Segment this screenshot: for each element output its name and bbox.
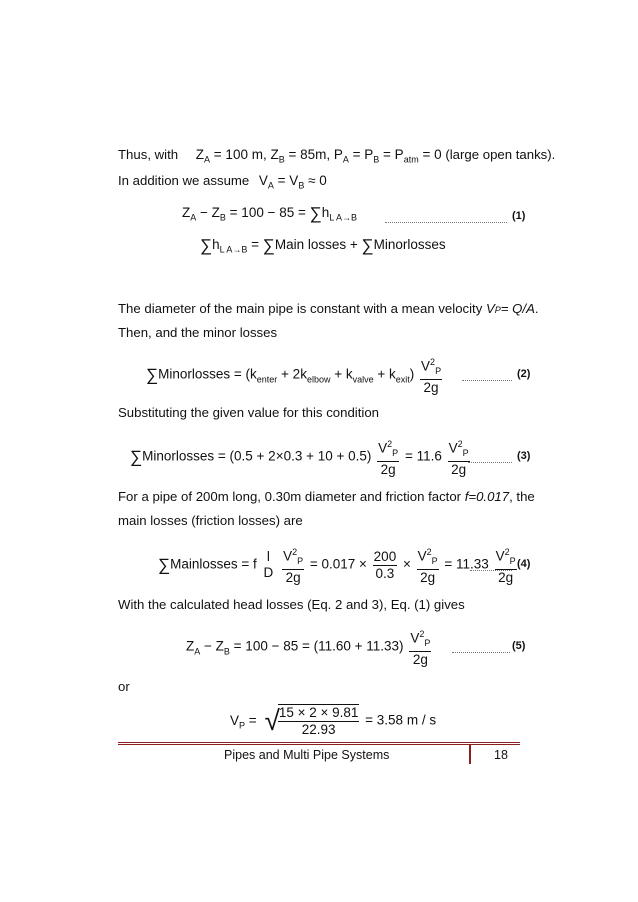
equation-4-label: (4) (517, 558, 531, 570)
equation-5-label: (5) (512, 640, 526, 652)
para-thus (118, 146, 555, 169)
para-main-losses: main losses (friction losses) are (118, 513, 303, 528)
vp-result: = 3.58 m / s (365, 712, 437, 728)
equation-4: ∑Mainlosses = f l D $\frac{V^2_P}{2g}$ = 0.017 × $\frac{200}{0.3}$ × $\frac{V^2_P}{2g}$ = 11.33 $\frac{V^2_P}{2g}$ (158, 544, 519, 586)
footer-title: Pipes and Multi Pipe Systems (224, 748, 390, 762)
thus-tail: (large open tanks). (445, 147, 556, 162)
para-or: or (118, 679, 130, 694)
para-pipe: For a pipe of 200m long, 0.30m diameter and friction factor f=0.017, the (118, 489, 535, 504)
footer-separator (469, 744, 471, 764)
vp-lhs: $V_P$ = (230, 712, 257, 731)
para-assume (118, 172, 327, 195)
equation-2-label: (2) (517, 368, 531, 380)
footer-rule (118, 742, 520, 745)
equation-3: ∑Minorlosses = (0.5 + 2×0.3 + 10 + 0.5) $\frac{V^2_P}{2g}$ = 11.6 $\frac{V^2_P}{2g}$ (130, 436, 472, 478)
equation-5: $Z_A - Z_B = 100 - 85 = (11.60 + 11.33)$ $\frac{V^2_P}{2g}$ (186, 626, 433, 668)
equation-6: $V_P$ = √ $\frac{15 \times 2 \times 9.81}{22.93}$ = 3.58 m / s (230, 705, 437, 737)
para-substituting: Substituting the given value for this condition (118, 405, 379, 420)
equation-2: ∑Minorlosses = $(k_{enter} + 2k_{elbow} + k_{valve} + k_{exit})$ $\frac{V^2_P}{2g}$ (146, 354, 444, 396)
assume-condition: $V_A = V_B \approx 0$ (258, 173, 327, 191)
para-minor-intro: Then, and the minor losses (118, 325, 278, 340)
assume-text: In addition we assume (118, 173, 250, 188)
para-calculated: With the calculated head losses (Eq. 2 and 3), Eq. (1) gives (118, 597, 465, 612)
equation-1b: $\sum h_{L A\to B}$ = ∑Main losses + ∑Minorlosses (200, 236, 446, 255)
equation-1-label: (1) (512, 210, 526, 222)
thus-conditions: $Z_A = 100$ m, $Z_B = 85m$, $P_A = P_B = P_{atm} = 0$ (195, 147, 446, 165)
thus-text: Thus, with (118, 147, 179, 162)
equation-3-label: (3) (517, 450, 531, 462)
para-diameter: The diameter of the main pipe is constant with a mean velocity VP= Q/A. (118, 301, 539, 316)
page-footer (118, 742, 520, 766)
footer-page-number: 18 (494, 748, 508, 762)
equation-1: $Z_A - Z_B = 100 - 85 = \sum h_{L A\to B}$ (182, 204, 357, 223)
